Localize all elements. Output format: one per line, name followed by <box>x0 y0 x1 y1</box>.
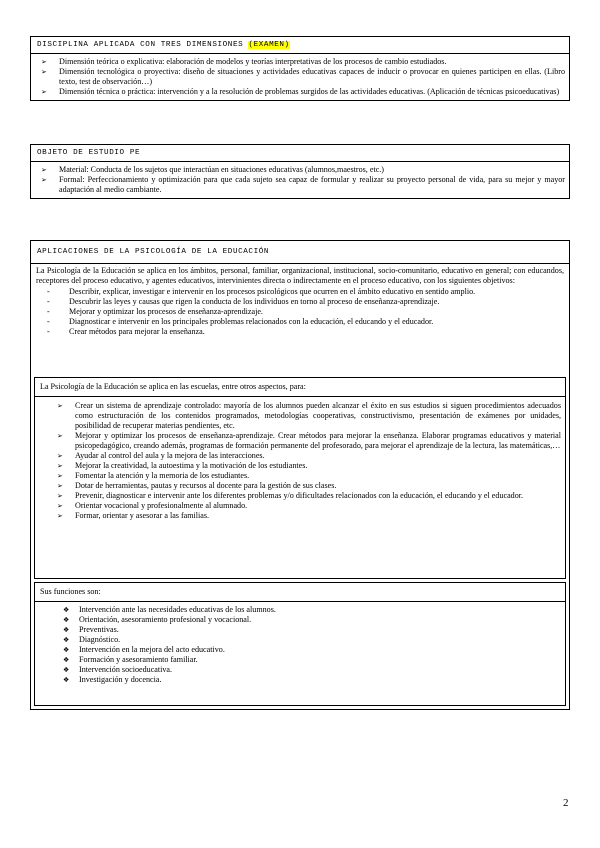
list-item: ❖ Intervención en la mejora del acto educativo. <box>79 645 561 655</box>
list-item: ➢ Crear un sistema de aprendizaje controlado: mayoría de los alumnos pueden alcanzar el éxito en sus estudios si siguen procedimientos adecuados como estructuración de los contenidos programados, metodologías cooperativas, constructivismo, presentación de exámenes por unidades, posibilidad de recuperar materias pendientes, etc. <box>75 401 561 431</box>
list-item: ➢ Material: Conducta de los sujetos que interactúan en situaciones educativas (alumnos,maestros, etc.) <box>59 165 565 175</box>
funciones-list <box>35 602 565 689</box>
disciplina-title <box>31 37 569 53</box>
disciplina-list <box>31 54 569 100</box>
objeto-title: OBJETO DE ESTUDIO PE <box>37 149 141 157</box>
list-item: ➢ Orientar vocacional y profesionalmente al alumnado. <box>75 501 561 511</box>
aplicaciones-intro: La Psicología de la Educación se aplica en los ámbitos, personal, familiar, organizacional, institucional, socio-comunitario, educativo en general; con educandos, receptores del proceso educativo, y agentes educativos, intervinientes directa o indirectamente en el proceso educativo, con los siguientes objetivos: <box>36 266 564 285</box>
list-item: ❖ Orientación, asesoramiento profesional y vocacional. <box>79 615 561 625</box>
disciplina-title-text: DISCIPLINA APLICADA CON TRES DIMENSIONES <box>37 41 244 49</box>
list-item: ❖ Formación y asesoramiento familiar. <box>79 655 561 665</box>
funciones-heading: Sus funciones son: <box>40 587 101 596</box>
objeto-box <box>30 144 570 199</box>
list-item: ❖ Intervención socioeducativa. <box>79 665 561 675</box>
list-item: ➢ Mejorar y optimizar los procesos de enseñanza-aprendizaje. Crear métodos para mejorar la enseñanza. Elaborar programas educativos y material psicopedagógico, creando además, programas de formación permanente del profesorado, para mejorar el aprendizaje de la lectura, las matemáticas,… <box>75 431 561 451</box>
list-item: - Descubrir las leyes y causas que rigen la conducta de los individuos en torno al proceso de enseñanza-aprendizaje. <box>69 297 565 307</box>
list-item: ➢ Ayudar al control del aula y la mejora de las interacciones. <box>75 451 561 461</box>
exam-highlight: (EXAMEN) <box>248 41 290 49</box>
disciplina-box <box>30 36 570 101</box>
list-item: ➢ Formal: Perfeccionamiento y optimización para que cada sujeto sea capaz de formular y realizar su proyecto personal de vida, para su mejor y mayor adaptación al medio cambiante. <box>59 175 565 195</box>
list-item: - Describir, explicar, investigar e intervenir en los procesos psicológicos que ocurren en el ámbito educativo en sentido amplio. <box>69 287 565 297</box>
list-item: - Crear métodos para mejorar la enseñanza. <box>69 327 565 337</box>
list-item: ➢ Prevenir, diagnosticar e intervenir ante los diferentes problemas y/o dificultades relacionados con la educación, el educando y el educador. <box>75 491 561 501</box>
list-item: ➢ Dimensión teórica o explicativa: elaboración de modelos y teorías interpretativas de los procesos de cambio estudiados. <box>59 57 565 67</box>
list-item: ➢ Mejorar la creatividad, la autoestima y la motivación de los estudiantes. <box>75 461 561 471</box>
list-item: ➢ Fomentar la atención y la memoria de los estudiantes. <box>75 471 561 481</box>
list-item: ❖ Preventivas. <box>79 625 561 635</box>
list-item: ❖ Diagnóstico. <box>79 635 561 645</box>
objetivos-list <box>31 287 569 339</box>
list-item: ❖ Intervención ante las necesidades educativas de los alumnos. <box>79 605 561 615</box>
list-item: ➢ Formar, orientar y asesorar a las familias. <box>75 511 561 521</box>
escuelas-box <box>34 377 566 579</box>
page-number: 2 <box>563 797 569 809</box>
list-item: - Mejorar y optimizar los procesos de enseñanza-aprendizaje. <box>69 307 565 317</box>
list-item: ➢ Dimensión técnica o práctica: intervención y a la resolución de problemas surgidos de las actividades educativas. (Aplicación de técnicas psicoeducativas) <box>59 87 565 97</box>
list-item: - Diagnosticar e intervenir en los principales problemas relacionados con la educación, el educando y el educador. <box>69 317 565 327</box>
list-item: ❖ Investigación y docencia. <box>79 675 561 685</box>
list-item: ➢ Dotar de herramientas, pautas y recursos al docente para la gestión de sus clases. <box>75 481 561 491</box>
escuelas-heading: La Psicología de la Educación se aplica en las escuelas, entre otros aspectos, para: <box>40 382 306 391</box>
funciones-box <box>34 582 566 706</box>
aplicaciones-title: APLICACIONES DE LA PSICOLOGÍA DE LA EDUCACIÓN <box>37 248 270 256</box>
objeto-list <box>31 162 569 198</box>
escuelas-list <box>35 397 565 524</box>
list-item: ➢ Dimensión tecnológica o proyectiva: diseño de situaciones y actividades educativas capaces de inducir o provocar en quienes participen en ellas. (Libro texto, test de observación…) <box>59 67 565 87</box>
